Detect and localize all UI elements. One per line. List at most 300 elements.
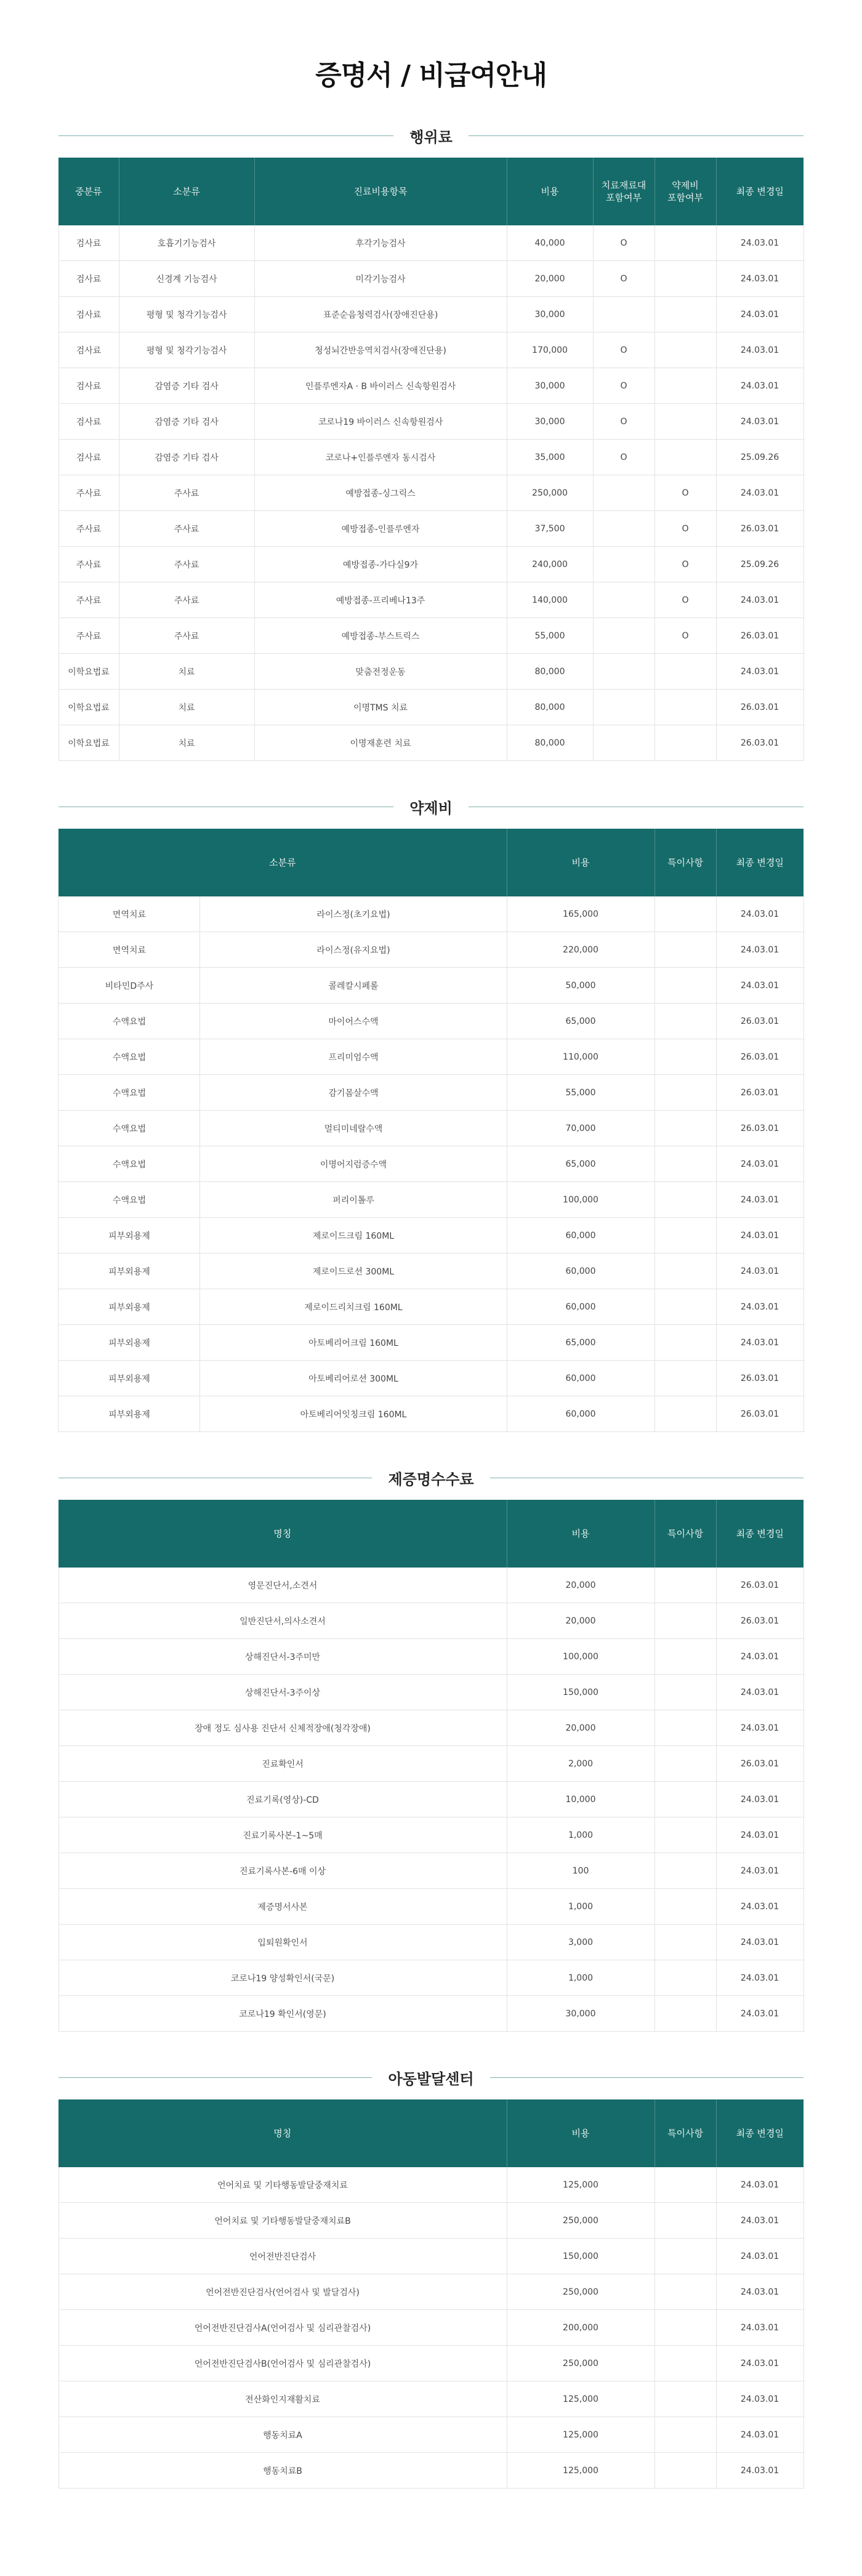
table-body	[58, 1568, 804, 2032]
section-heading: 약제비	[409, 799, 453, 817]
table-cell: 24.03.01	[716, 1817, 804, 1853]
table-cell	[655, 2274, 716, 2310]
table-cell: 165,000	[507, 896, 655, 932]
table-cell: 수액요법	[58, 1004, 200, 1039]
table-cell: 예방접종-인플루엔자	[254, 511, 507, 547]
table-cell: 예방접종-부스트릭스	[254, 618, 507, 654]
table-cell: 평형 및 청각기능검사	[119, 297, 254, 332]
table-row	[58, 1817, 804, 1853]
table-cell	[655, 2417, 716, 2453]
table-cell: 3,000	[507, 1925, 655, 1960]
table-cell: 검사료	[58, 297, 119, 332]
table-cell: 감염증 기타 검사	[119, 404, 254, 440]
column-header: 소분류	[119, 158, 254, 225]
table-row	[58, 896, 804, 932]
table-cell: 26.03.01	[716, 1075, 804, 1111]
table-cell	[655, 2453, 716, 2489]
table-row	[58, 1853, 804, 1889]
table-cell: 청성뇌간반응역치검사(장애진단용)	[254, 332, 507, 368]
table-cell	[655, 2203, 716, 2239]
table-cell: 24.03.01	[716, 2203, 804, 2239]
table-cell: 80,000	[507, 725, 593, 761]
table-row	[58, 511, 804, 547]
table-cell: 65,000	[507, 1325, 655, 1361]
table-cell	[593, 547, 655, 582]
table-cell	[655, 690, 716, 725]
table-cell: O	[593, 261, 655, 297]
table-cell: 150,000	[507, 1675, 655, 1710]
table-cell: 24.03.01	[716, 225, 804, 261]
table-cell: 예방접종-프리베나13주	[254, 582, 507, 618]
table-cell: 피부외용제	[58, 1254, 200, 1289]
table-cell	[593, 725, 655, 761]
table-cell: 24.03.01	[716, 297, 804, 332]
table-cell: 감기몸살수액	[200, 1075, 507, 1111]
table-cell: 24.03.01	[716, 2453, 804, 2489]
table-row	[58, 1396, 804, 1432]
table-cell: O	[655, 511, 716, 547]
table-row	[58, 1361, 804, 1396]
table-row	[58, 1146, 804, 1182]
table-cell: 표준순음청력검사(장애진단용)	[254, 297, 507, 332]
table-cell: 주사료	[58, 618, 119, 654]
table-cell: 30,000	[507, 297, 593, 332]
table-body	[58, 2167, 804, 2489]
table-cell: 100,000	[507, 1182, 655, 1218]
table-row	[58, 725, 804, 761]
table-cell	[655, 1396, 716, 1432]
table-cell: 아토베리어잇칭크림 160ML	[200, 1396, 507, 1432]
table-cell: 상해진단서-3주이상	[58, 1675, 507, 1710]
table-cell: 치료	[119, 654, 254, 690]
table-cell: 검사료	[58, 332, 119, 368]
table-row	[58, 1039, 804, 1075]
table-cell: 80,000	[507, 690, 593, 725]
table-cell: 수액요법	[58, 1146, 200, 1182]
table-cell: 25.09.26	[716, 440, 804, 475]
table-row	[58, 654, 804, 690]
table-header-row	[58, 158, 804, 225]
section-certificates	[0, 1463, 862, 2032]
table-cell: O	[593, 368, 655, 404]
table-header-row	[58, 829, 804, 896]
table-row	[58, 1289, 804, 1325]
divider	[58, 135, 393, 136]
table-row	[58, 1782, 804, 1817]
table-cell: 24.03.01	[716, 2310, 804, 2346]
table-row	[58, 1218, 804, 1254]
table-cell: 24.03.01	[716, 2381, 804, 2417]
table-row	[58, 690, 804, 725]
table-row	[58, 1675, 804, 1710]
section-child-center	[0, 2063, 862, 2532]
table-cell	[655, 1960, 716, 1996]
table-cell: 24.03.01	[716, 404, 804, 440]
table-cell: 26.03.01	[716, 1568, 804, 1603]
table-cell: 20,000	[507, 261, 593, 297]
table-cell: 24.03.01	[716, 1325, 804, 1361]
table-cell: 125,000	[507, 2453, 655, 2489]
section-drugs	[0, 792, 862, 1432]
table-cell	[655, 932, 716, 968]
table-cell	[655, 1361, 716, 1396]
table-cell: 장애 정도 심사용 진단서 신체적장애(청각장애)	[58, 1710, 507, 1746]
table-cell: 면역치료	[58, 896, 200, 932]
table-row	[58, 261, 804, 297]
table-cell: 250,000	[507, 2274, 655, 2310]
table-row	[58, 2310, 804, 2346]
table-cell: O	[655, 547, 716, 582]
table-cell: 24.03.01	[716, 2239, 804, 2274]
table-cell: 감염증 기타 검사	[119, 440, 254, 475]
table-cell: 피부외용제	[58, 1325, 200, 1361]
column-header: 비용	[507, 1500, 655, 1568]
section-header	[58, 792, 804, 821]
table-cell: 주사료	[58, 475, 119, 511]
table-cell: 프리미엄수액	[200, 1039, 507, 1075]
table-cell: 24.03.01	[716, 332, 804, 368]
table-cell: 피부외용제	[58, 1218, 200, 1254]
table-cell: 110,000	[507, 1039, 655, 1075]
table-cell	[655, 1746, 716, 1782]
table-cell: 언어치료 및 기타행동발달중재치료B	[58, 2203, 507, 2239]
table-cell: 24.03.01	[716, 1675, 804, 1710]
column-header: 약제비 포함여부	[655, 158, 716, 225]
table-cell: 주사료	[58, 511, 119, 547]
table-cell: 호흡기기능검사	[119, 225, 254, 261]
table-cell: 수액요법	[58, 1075, 200, 1111]
table-cell: 코로나19 양성확인서(국문)	[58, 1960, 507, 1996]
table-cell: 24.03.01	[716, 1889, 804, 1925]
table-cell: 일반진단서,의사소견서	[58, 1603, 507, 1639]
table-cell: 이학요법료	[58, 725, 119, 761]
table-cell: 24.03.01	[716, 1925, 804, 1960]
table-cell	[655, 368, 716, 404]
table-cell: 1,000	[507, 1889, 655, 1925]
table-cell: 125,000	[507, 2417, 655, 2453]
table-cell: 24.03.01	[716, 1254, 804, 1289]
table-cell: 감염증 기타 검사	[119, 368, 254, 404]
table-cell: 55,000	[507, 618, 593, 654]
table-cell	[655, 1675, 716, 1710]
table-cell: 피부외용제	[58, 1289, 200, 1325]
table-cell: 이학요법료	[58, 654, 119, 690]
page-title: 증명서 / 비급여안내	[315, 60, 547, 91]
table-row	[58, 932, 804, 968]
table-cell: 행동치료B	[58, 2453, 507, 2489]
table-cell: 후각기능검사	[254, 225, 507, 261]
table-cell: 면역치료	[58, 932, 200, 968]
table-row	[58, 1075, 804, 1111]
table-cell: 마이어스수액	[200, 1004, 507, 1039]
table-cell: 20,000	[507, 1710, 655, 1746]
table-cell: O	[593, 404, 655, 440]
table-cell: 언어전반진단검사(언어검사 및 발달검사)	[58, 2274, 507, 2310]
table-cell: 주사료	[119, 547, 254, 582]
table-cell: 24.03.01	[716, 368, 804, 404]
column-header: 특이사항	[655, 1500, 716, 1568]
table-cell: O	[593, 225, 655, 261]
table-cell: 이명TMS 치료	[254, 690, 507, 725]
procedures-table	[58, 158, 804, 761]
table-cell	[593, 511, 655, 547]
table-body	[58, 896, 804, 1432]
table-cell: 맞춤전정운동	[254, 654, 507, 690]
table-cell	[655, 1004, 716, 1039]
table-cell: 제증명서사본	[58, 1889, 507, 1925]
table-row	[58, 1996, 804, 2032]
table-cell: 250,000	[507, 2346, 655, 2381]
table-cell	[655, 1325, 716, 1361]
table-cell: 35,000	[507, 440, 593, 475]
table-cell: O	[655, 582, 716, 618]
table-cell: 25.09.26	[716, 547, 804, 582]
table-cell: 언어전반진단검사B(언어검사 및 심리관찰검사)	[58, 2346, 507, 2381]
table-cell: 수액요법	[58, 1182, 200, 1218]
table-row	[58, 1710, 804, 1746]
table-cell: 37,500	[507, 511, 593, 547]
section-header	[58, 121, 804, 150]
table-cell	[655, 1254, 716, 1289]
table-cell: 30,000	[507, 1996, 655, 2032]
table-cell: 진료기록사본-6매 이상	[58, 1853, 507, 1889]
table-cell: 26.03.01	[716, 618, 804, 654]
table-cell: 65,000	[507, 1004, 655, 1039]
table-row	[58, 332, 804, 368]
table-cell: 240,000	[507, 547, 593, 582]
table-cell: 평형 및 청각기능검사	[119, 332, 254, 368]
table-cell: 코로나+인플루엔자 동시검사	[254, 440, 507, 475]
table-cell	[655, 1568, 716, 1603]
table-cell: 24.03.01	[716, 1996, 804, 2032]
table-cell: 언어치료 및 기타행동발달중재치료	[58, 2167, 507, 2203]
table-row	[58, 582, 804, 618]
table-cell: 50,000	[507, 968, 655, 1004]
table-cell	[655, 1182, 716, 1218]
table-row	[58, 1004, 804, 1039]
column-header: 명칭	[58, 1500, 507, 1568]
table-cell	[655, 1996, 716, 2032]
table-cell	[655, 2346, 716, 2381]
table-cell: 24.03.01	[716, 2167, 804, 2203]
table-row	[58, 1325, 804, 1361]
column-header: 최종 변경일	[716, 1500, 804, 1568]
table-body	[58, 225, 804, 761]
table-row	[58, 1925, 804, 1960]
table-cell: 60,000	[507, 1361, 655, 1396]
column-header: 명칭	[58, 2099, 507, 2167]
table-cell: 주사료	[119, 511, 254, 547]
table-cell: 주사료	[58, 582, 119, 618]
table-row	[58, 547, 804, 582]
table-cell: 125,000	[507, 2381, 655, 2417]
column-header: 소분류	[58, 829, 507, 896]
table-cell: 라이스정(유지요법)	[200, 932, 507, 968]
table-cell: 26.03.01	[716, 1111, 804, 1146]
section-header	[58, 1463, 804, 1492]
table-row	[58, 2346, 804, 2381]
divider	[469, 135, 804, 136]
table-row	[58, 475, 804, 511]
table-row	[58, 1639, 804, 1675]
table-cell: 치료	[119, 690, 254, 725]
table-cell	[655, 1817, 716, 1853]
table-cell: O	[655, 475, 716, 511]
table-cell	[655, 2239, 716, 2274]
table-cell: 26.03.01	[716, 725, 804, 761]
table-cell	[655, 1853, 716, 1889]
table-cell: 1,000	[507, 1817, 655, 1853]
table-row	[58, 2453, 804, 2489]
table-cell: 24.03.01	[716, 1853, 804, 1889]
table-cell: 전산화인지재활치료	[58, 2381, 507, 2417]
table-cell: 250,000	[507, 2203, 655, 2239]
table-cell	[655, 225, 716, 261]
table-cell: 주사료	[119, 582, 254, 618]
table-cell: 라이스정(초기요법)	[200, 896, 507, 932]
table-cell: 제로이드리치크림 160ML	[200, 1289, 507, 1325]
table-cell: 제로이드로션 300ML	[200, 1254, 507, 1289]
column-header: 비용	[507, 2099, 655, 2167]
column-header: 치료재료대 포함여부	[593, 158, 655, 225]
table-cell: 26.03.01	[716, 690, 804, 725]
table-cell	[655, 968, 716, 1004]
table-row	[58, 1746, 804, 1782]
table-cell: 24.03.01	[716, 1782, 804, 1817]
table-cell: 24.03.01	[716, 1146, 804, 1182]
table-cell: 24.03.01	[716, 2346, 804, 2381]
table-cell: 입퇴원확인서	[58, 1925, 507, 1960]
table-cell	[655, 1218, 716, 1254]
table-cell: 24.03.01	[716, 968, 804, 1004]
table-cell	[655, 1075, 716, 1111]
table-row	[58, 440, 804, 475]
table-cell	[655, 1603, 716, 1639]
table-cell: 24.03.01	[716, 475, 804, 511]
table-cell: 신경계 기능검사	[119, 261, 254, 297]
table-cell: 100	[507, 1853, 655, 1889]
section-heading: 아동발달센터	[388, 2070, 474, 2088]
table-cell: 80,000	[507, 654, 593, 690]
table-cell: 검사료	[58, 404, 119, 440]
table-cell	[593, 654, 655, 690]
table-cell: 비타민D주사	[58, 968, 200, 1004]
table-cell	[593, 297, 655, 332]
table-cell: 검사료	[58, 368, 119, 404]
column-header: 특이사항	[655, 2099, 716, 2167]
table-cell: 150,000	[507, 2239, 655, 2274]
column-header: 비용	[507, 158, 593, 225]
table-cell: 언어전반진단검사A(언어검사 및 심리관찰검사)	[58, 2310, 507, 2346]
table-row	[58, 1603, 804, 1639]
table-cell: 미각기능검사	[254, 261, 507, 297]
table-cell: 26.03.01	[716, 1039, 804, 1075]
table-cell: 2,000	[507, 1746, 655, 1782]
table-cell: 26.03.01	[716, 511, 804, 547]
table-cell: 예방접종-가다실9가	[254, 547, 507, 582]
table-cell: 26.03.01	[716, 1396, 804, 1432]
table-cell: 26.03.01	[716, 1361, 804, 1396]
table-cell: 진료확인서	[58, 1746, 507, 1782]
table-cell: 주사료	[58, 547, 119, 582]
table-cell: 60,000	[507, 1396, 655, 1432]
table-cell	[655, 1925, 716, 1960]
table-cell: 콜레칼시페롤	[200, 968, 507, 1004]
drugs-table	[58, 829, 804, 1432]
table-cell: 수액요법	[58, 1039, 200, 1075]
table-cell	[655, 725, 716, 761]
table-row	[58, 1889, 804, 1925]
table-cell: 60,000	[507, 1218, 655, 1254]
table-cell: 40,000	[507, 225, 593, 261]
table-cell: 220,000	[507, 932, 655, 968]
table-row	[58, 2417, 804, 2453]
table-cell: 언어전반진단검사	[58, 2239, 507, 2274]
table-cell: 30,000	[507, 368, 593, 404]
table-cell: 수액요법	[58, 1111, 200, 1146]
table-cell: 24.03.01	[716, 896, 804, 932]
table-cell: 치료	[119, 725, 254, 761]
table-cell: 20,000	[507, 1568, 655, 1603]
table-cell: 100,000	[507, 1639, 655, 1675]
table-cell: 검사료	[58, 225, 119, 261]
table-cell: 26.03.01	[716, 1004, 804, 1039]
table-cell: 26.03.01	[716, 1746, 804, 1782]
table-row	[58, 368, 804, 404]
table-row	[58, 1568, 804, 1603]
table-cell: 70,000	[507, 1111, 655, 1146]
table-cell	[655, 1710, 716, 1746]
section-header	[58, 2063, 804, 2092]
table-cell: 24.03.01	[716, 582, 804, 618]
table-cell: 24.03.01	[716, 1639, 804, 1675]
table-cell: 예방접종-싱그릭스	[254, 475, 507, 511]
column-header: 최종 변경일	[716, 2099, 804, 2167]
table-cell: 24.03.01	[716, 261, 804, 297]
table-cell: 125,000	[507, 2167, 655, 2203]
table-cell: 주사료	[119, 475, 254, 511]
table-cell: 55,000	[507, 1075, 655, 1111]
certificates-table	[58, 1500, 804, 2032]
table-row	[58, 1254, 804, 1289]
table-cell: 코로나19 바이러스 신속항원검사	[254, 404, 507, 440]
table-cell: 24.03.01	[716, 654, 804, 690]
table-row	[58, 1182, 804, 1218]
table-cell	[655, 1289, 716, 1325]
table-cell: 주사료	[119, 618, 254, 654]
table-cell: 60,000	[507, 1289, 655, 1325]
table-cell: 24.03.01	[716, 1218, 804, 1254]
table-row	[58, 2381, 804, 2417]
table-cell	[655, 1111, 716, 1146]
table-cell: O	[593, 332, 655, 368]
column-header: 진료비용항목	[254, 158, 507, 225]
section-heading: 행위료	[409, 128, 453, 146]
table-cell	[593, 475, 655, 511]
table-cell	[655, 1782, 716, 1817]
table-cell: O	[593, 440, 655, 475]
table-row	[58, 2167, 804, 2203]
table-cell	[655, 1146, 716, 1182]
table-cell	[655, 1889, 716, 1925]
table-cell: 60,000	[507, 1254, 655, 1289]
table-cell	[655, 440, 716, 475]
table-cell: 24.03.01	[716, 2417, 804, 2453]
table-row	[58, 2239, 804, 2274]
table-cell	[593, 690, 655, 725]
table-cell: 200,000	[507, 2310, 655, 2346]
table-cell	[655, 654, 716, 690]
